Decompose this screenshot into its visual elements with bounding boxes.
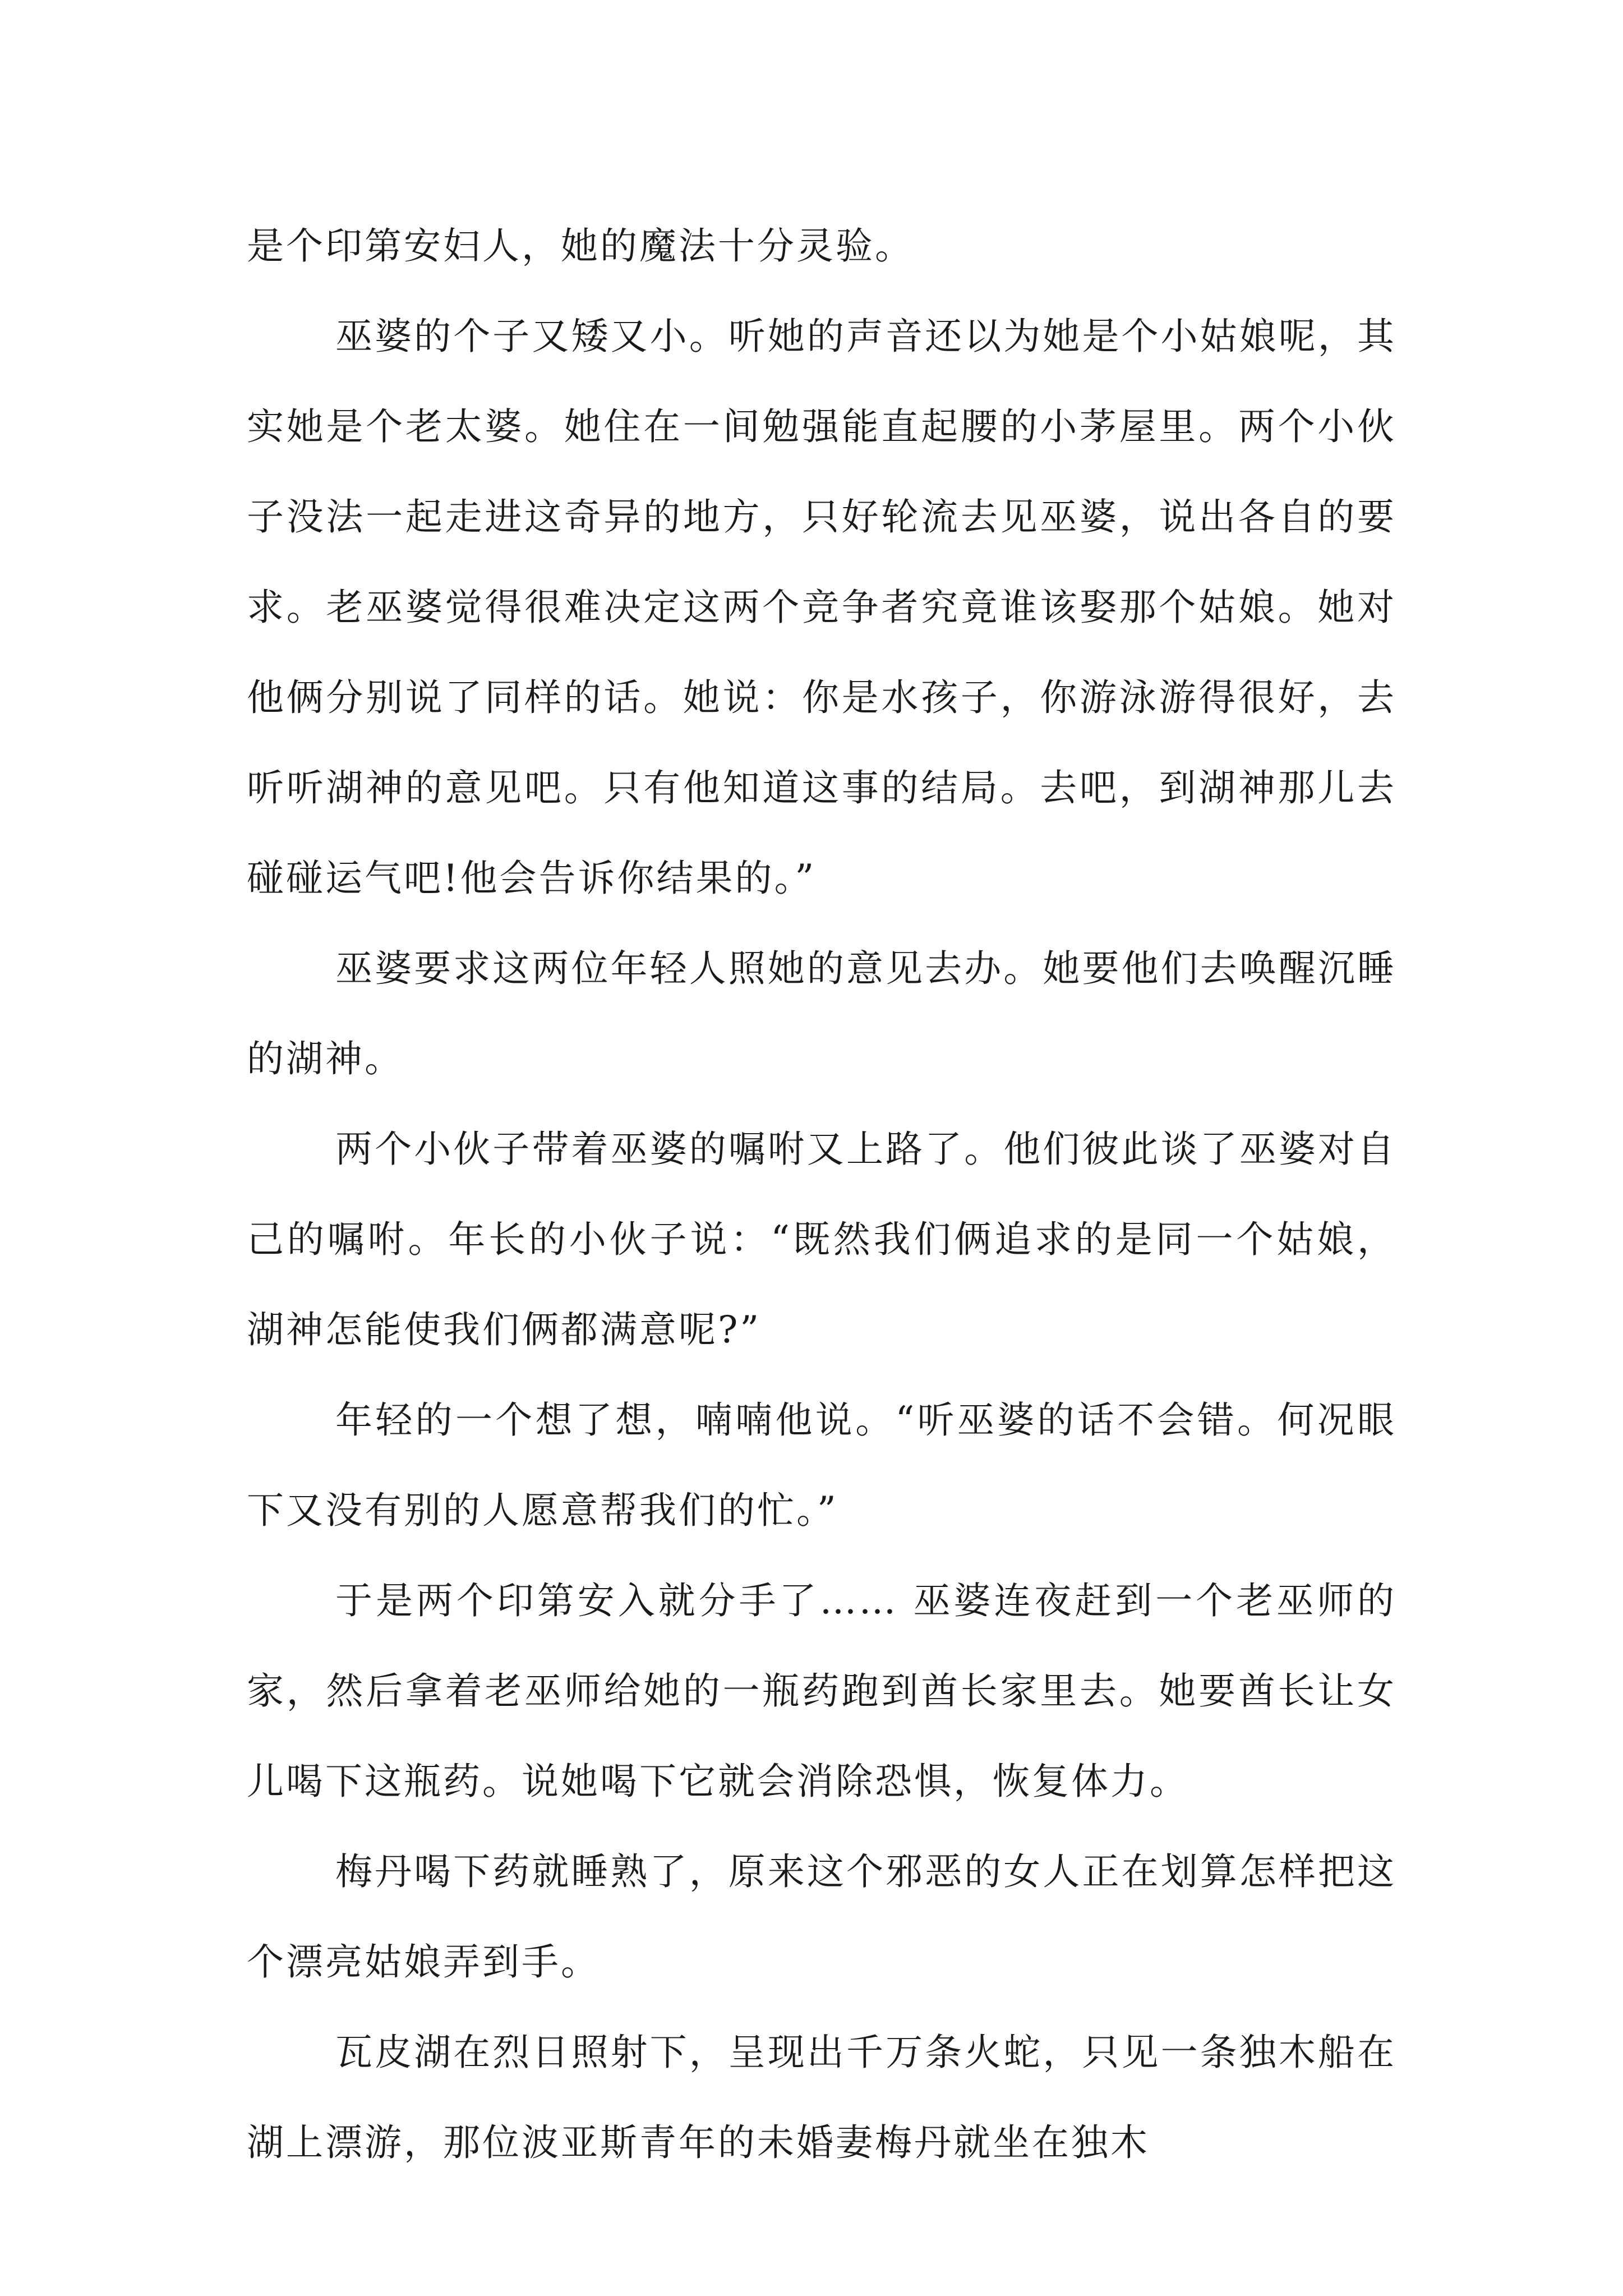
paragraph-7: 梅丹喝下药就睡熟了，原来这个邪恶的女人正在划算怎样把这个漂亮姑娘弄到手。 <box>247 1850 1396 1984</box>
paragraph-1: 是个印第安妇人，她的魔法十分灵验。 <box>247 224 914 268</box>
paragraph-8: 瓦皮湖在烈日照射下，呈现出千万条火蛇，只见一条独木船在湖上漂游，那位波亚斯青年的未婚妻梅丹就坐在独木 <box>247 2031 1396 2164</box>
paragraph-6: 于是两个印第安入就分手了…… 巫婆连夜赶到一个老巫师的家，然后拿着老巫师给她的一瓶药跑到酋长家里去。她要酋长让女儿喝下这瓶药。说她喝下它就会消除恐惧，恢复体力。 <box>247 1579 1396 1803</box>
paragraph-4: 两个小伙子带着巫婆的嘱咐又上路了。他们彼此谈了巫婆对自己的嘱咐。年长的小伙子说：“既然我们俩追求的是同一个姑娘，湖神怎能使我们俩都满意呢?” <box>247 1128 1396 1351</box>
paragraph-5: 年轻的一个想了想，喃喃他说。“听巫婆的话不会错。何况眼下又没有别的人愿意帮我们的忙。” <box>247 1398 1396 1532</box>
paragraph-2: 巫婆的个子又矮又小。听她的声音还以为她是个小姑娘呢，其实她是个老太婆。她住在一间勉强能直起腰的小茅屋里。两个小伙子没法一起走进这奇异的地方，只好轮流去见巫婆，说出各自的要求。老巫婆觉得很难决定这两个竞争者究竟谁该娶那个姑娘。她对他俩分别说了同样的话。她说：你是水孩子，你游泳游得很好，去听听湖神的意见吧。只有他知道这事的结局。去吧，到湖神那儿去碰碰运气吧!他会告诉你结果的。” <box>247 315 1396 900</box>
body-text <box>247 201 1396 2188</box>
paragraph-3: 巫婆要求这两位年轻人照她的意见去办。她要他们去唤醒沉睡的湖神。 <box>247 947 1396 1080</box>
